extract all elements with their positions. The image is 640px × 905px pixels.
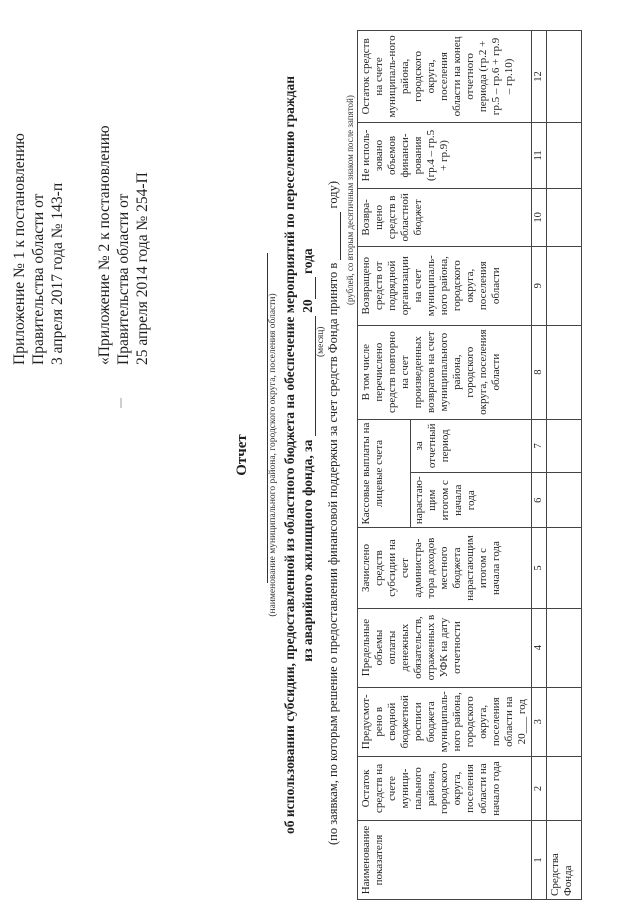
column-number: 5: [532, 528, 547, 608]
subject-line-2-text: из аварийного жилищного фонда, за: [300, 439, 315, 662]
data-cell: [547, 419, 582, 472]
application-year-blank: [327, 212, 341, 260]
appendix-header-line: 3 апреля 2017 года № 143-п: [49, 182, 66, 365]
year-blank: [302, 277, 316, 299]
header-cell-cash-cumulative: нарастаю-щим итогом с начала года: [411, 473, 532, 529]
application-suffix: году): [326, 181, 340, 209]
application-line: [326, 181, 341, 845]
row-label: Средства Фонда: [547, 821, 582, 900]
data-cell: [547, 687, 582, 756]
appendix-header-old: [95, 125, 152, 365]
column-number: 12: [532, 31, 547, 123]
document-title: Отчет: [234, 434, 250, 476]
column-number: 4: [532, 608, 547, 687]
column-number: 9: [532, 246, 547, 325]
appendix-header-line: Приложение № 1 к постановлению: [11, 133, 28, 365]
data-cell: [547, 246, 582, 325]
table-header-row: [358, 31, 411, 900]
column-number: 10: [532, 189, 547, 247]
header-cell-name: Наименование показателя: [358, 821, 532, 900]
column-number: 6: [532, 473, 547, 529]
header-cell-balance-start: Остаток средств на счете муници-пального района, городского округа, поселения области на начало года: [358, 756, 532, 820]
subject-line-1: об использовании субсидии, предоставленной из областного бюджета на обеспечение мероприятий по переселению граждан: [282, 76, 297, 834]
data-cell: [547, 122, 582, 188]
data-cell: [547, 756, 582, 820]
column-number-row: [532, 31, 547, 900]
header-cell-cash-period: за отчетный период: [411, 419, 532, 472]
subject-line-2-suffix: года: [300, 248, 315, 275]
column-number: 8: [532, 325, 547, 419]
application-text: (по заявкам, по которым решение о предоставлении финансовой поддержки за счет средств Фонда принято в: [326, 262, 340, 845]
header-cell-returned-contractor: Возвращено средств от подрядной организации на счет муниципаль-ного района, городского округа, поселения области: [358, 246, 532, 325]
month-caption: (месяц): [316, 326, 326, 357]
data-cell: [547, 189, 582, 247]
report-table: [357, 30, 582, 900]
header-cell-returned-regional: Возвра-щено средств в областной бюджет: [358, 189, 532, 247]
org-name-caption: (наименование муниципального района, городского округа, поселения области): [268, 293, 278, 617]
column-number: 7: [532, 419, 547, 472]
scan-artifact: [120, 398, 122, 408]
appendix-header-line: Правительства области от: [115, 193, 132, 365]
table-row: [547, 31, 582, 900]
data-cell: [547, 31, 582, 123]
data-cell: [547, 473, 582, 529]
data-cell: [547, 528, 582, 608]
header-cell-balance-end: Остаток средств на счете муниципаль-ного района, городского округа, поселения области на конец отчетного периода (гр.2 + гр.5 – гр.6 + гр.9 – гр.10): [358, 31, 532, 123]
data-cell: [547, 325, 582, 419]
header-cell-payment-limit: Предельные объемы оплаты денежных обязательств, отраженных в УФК на дату отчетности: [358, 608, 532, 687]
appendix-header-line: «Приложение № 2 к постановлению: [96, 125, 113, 365]
header-cell-planned: Предусмот-рено в сводной бюджетной росписи бюджета муниципаль-ного района, городского округа, поселения области на 20___ год: [358, 687, 532, 756]
units-note: (рублей, со вторым десятичным знаком после запятой): [345, 95, 355, 305]
appendix-header-line: Правительства области от: [30, 193, 47, 365]
column-number: 3: [532, 687, 547, 756]
header-cell-transferred-again: В том числе перечислено средств повторно на счет произведенных возвратов на счет муниципального района, городского округа, поселения области: [358, 325, 532, 419]
subject-line-2-year-prefix: 20: [300, 299, 315, 313]
month-blank: [302, 316, 316, 436]
column-number: 11: [532, 122, 547, 188]
column-number: 2: [532, 756, 547, 820]
header-cell-unused: Не исполь-зовано объемов финанси-рования (гр.4 – гр.5 + гр.9): [358, 122, 532, 188]
data-cell: [547, 608, 582, 687]
column-number: 1: [532, 821, 547, 900]
appendix-header-new: [10, 133, 67, 365]
header-cell-credited: Зачислено средств субсидии на счет администра-тора доходов местного бюджета нарастающим итогом с начала года: [358, 528, 532, 608]
appendix-header-line: 25 апреля 2014 года № 254-П: [134, 172, 151, 365]
header-cell-cash-payments: Кассовые выплаты на лицевые счета: [358, 419, 411, 528]
subject-line-2: [300, 45, 316, 865]
